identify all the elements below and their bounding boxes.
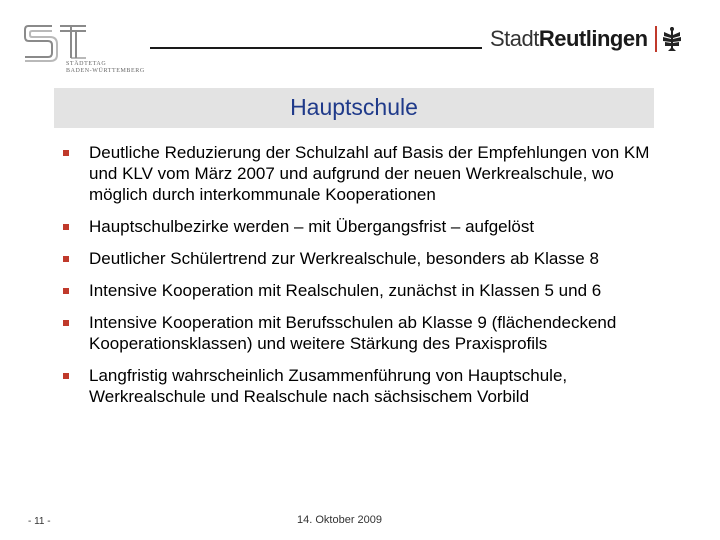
bullet-text: Hauptschulbezirke werden – mit Übergangsfrist – aufgelöst bbox=[89, 217, 535, 236]
bullet-text: Deutlicher Schülertrend zur Werkrealschule, besonders ab Klasse 8 bbox=[89, 249, 599, 268]
bullet-square-icon bbox=[63, 256, 69, 262]
bullet-square-icon bbox=[63, 288, 69, 294]
city-prefix: Stadt bbox=[490, 26, 539, 51]
list-item bbox=[63, 216, 663, 237]
footer-date: 14. Oktober 2009 bbox=[297, 514, 383, 526]
list-item bbox=[63, 248, 663, 269]
city-logo-divider bbox=[655, 26, 657, 52]
city-name: Reutlingen bbox=[538, 26, 648, 51]
slide-title: Hauptschule bbox=[290, 94, 418, 120]
bullet-list bbox=[63, 142, 663, 418]
list-item bbox=[63, 365, 663, 407]
list-item bbox=[63, 280, 663, 301]
list-item bbox=[63, 312, 663, 354]
list-item bbox=[63, 142, 663, 205]
bullet-square-icon bbox=[63, 224, 69, 230]
page-number: - 11 - bbox=[28, 516, 51, 527]
org-logo-subtitle bbox=[66, 61, 145, 75]
header-rule bbox=[150, 47, 482, 49]
bullet-square-icon bbox=[63, 320, 69, 326]
bullet-square-icon bbox=[63, 373, 69, 379]
staedtetag-logo-icon bbox=[22, 22, 88, 62]
bullet-text: Intensive Kooperation mit Berufsschulen ab Klasse 9 (flächendeckend Kooperationsklassen) und weitere Stärkung des Praxisprofils bbox=[89, 313, 617, 353]
bullet-text: Langfristig wahrscheinlich Zusammenführung von Hauptschule, Werkrealschule und Realschule nach sächsischem Vorbild bbox=[89, 366, 568, 406]
eagle-crest-icon bbox=[662, 26, 682, 52]
bullet-text: Intensive Kooperation mit Realschulen, zunächst in Klassen 5 und 6 bbox=[89, 281, 602, 300]
title-band bbox=[54, 88, 654, 128]
city-logo bbox=[490, 24, 682, 54]
org-logo-line1: STÄDTETAG bbox=[66, 61, 107, 67]
bullet-square-icon bbox=[63, 150, 69, 156]
bullet-text: Deutliche Reduzierung der Schulzahl auf Basis der Empfehlungen von KM und KLV vom März 2007 und aufgrund der neuen Werkrealschule, wo möglich durch interkommunale Kooperationen bbox=[89, 143, 650, 204]
org-logo-line2: BADEN-WÜRTTEMBERG bbox=[66, 68, 145, 74]
